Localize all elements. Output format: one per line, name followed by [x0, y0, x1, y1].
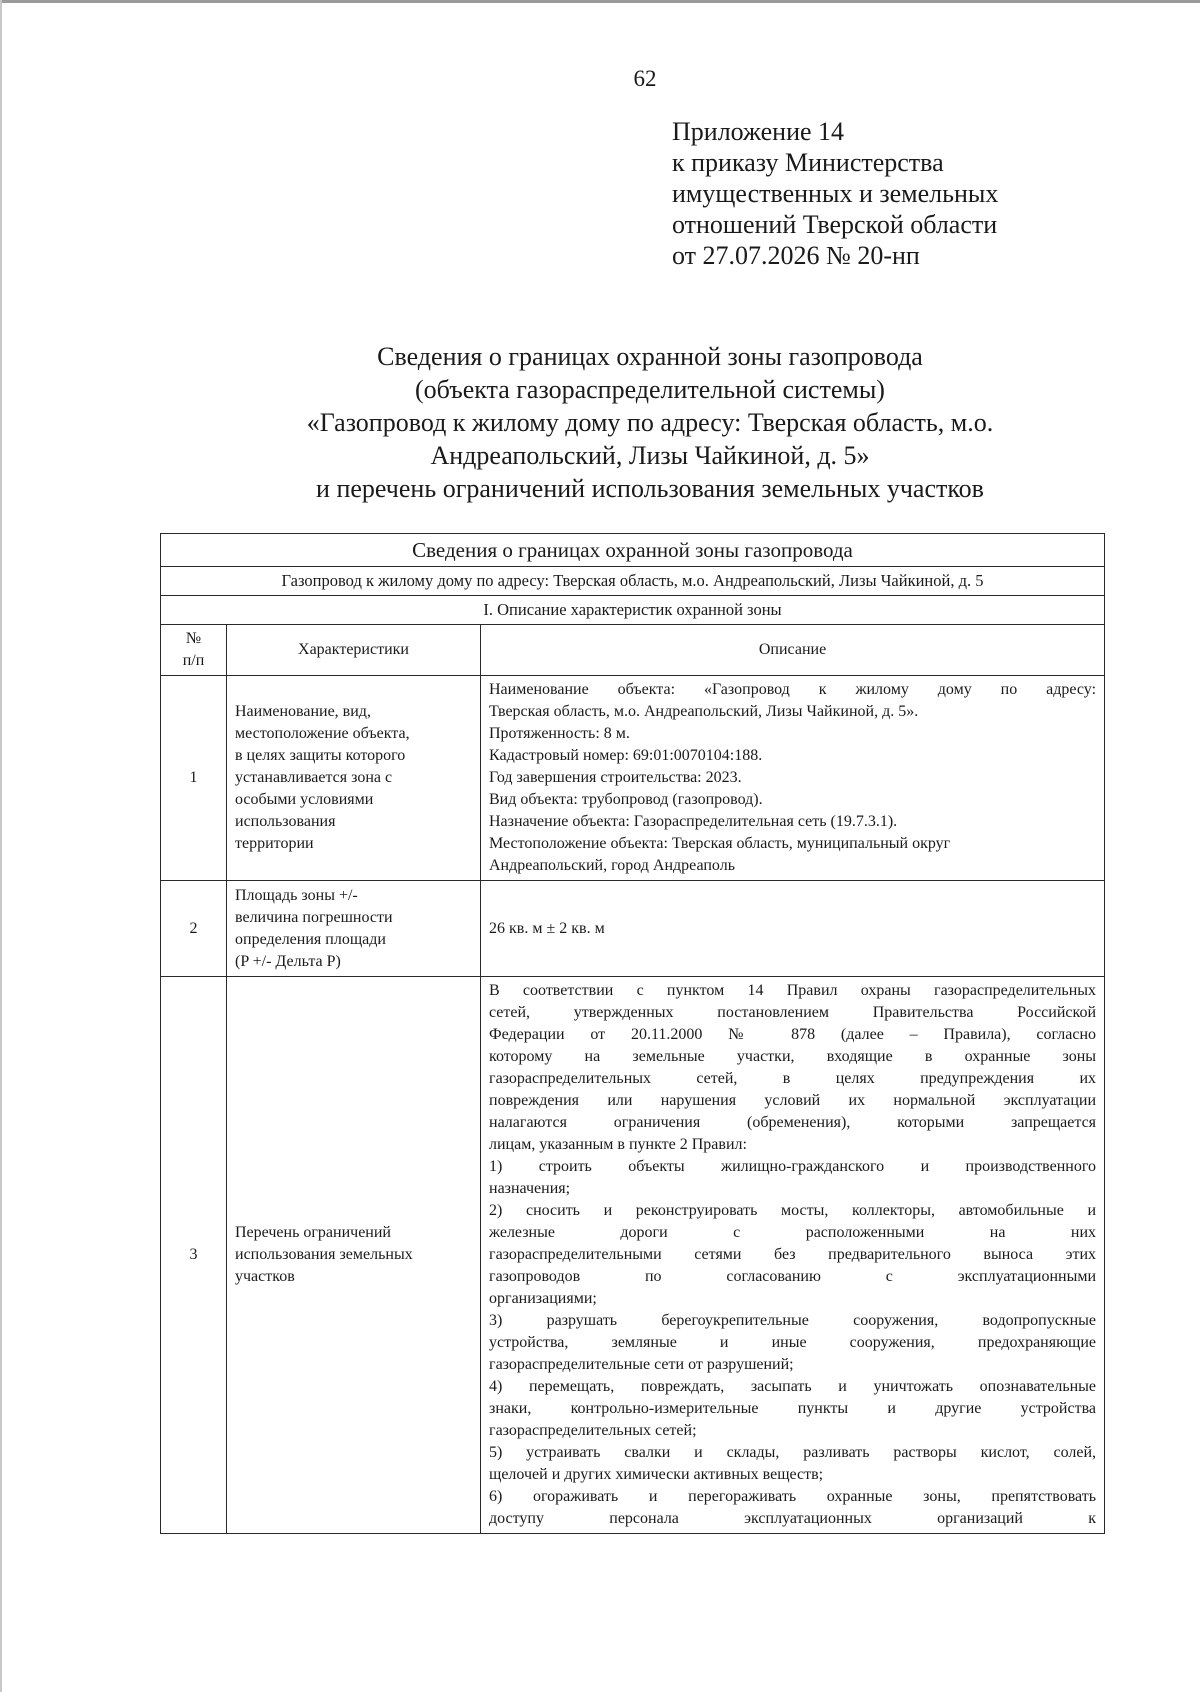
appendix-line: имущественных и земельных: [672, 179, 999, 208]
row-number: 2: [161, 881, 227, 977]
title-line: (объекта газораспределительной системы): [415, 375, 885, 404]
table-header-object: Газопровод к жилому дому по адресу: Тверская область, м.о. Андреапольский, Лизы Чайкиной, д. 5: [161, 567, 1105, 596]
row-number: 3: [161, 977, 227, 1534]
table-row: [161, 977, 1105, 1534]
title-line: Сведения о границах охранной зоны газопровода: [377, 342, 923, 371]
row-characteristic: Площадь зоны +/- величина погрешности определения площади (P +/- Дельта P): [227, 881, 481, 977]
column-header-number: № п/п: [161, 625, 227, 676]
appendix-block: [672, 116, 998, 271]
appendix-line: от 27.07.2026 № 20-нп: [672, 241, 920, 270]
column-header-characteristics: Характеристики: [227, 625, 481, 676]
title-line: Андреапольский, Лизы Чайкиной, д. 5»: [430, 441, 870, 470]
table-row: [161, 676, 1105, 881]
title-line: и перечень ограничений использования земельных участков: [316, 474, 984, 503]
column-header-description: Описание: [481, 625, 1105, 676]
appendix-line: к приказу Министерства: [672, 148, 944, 177]
scan-edge-left: [0, 0, 2, 1692]
zone-info-table: [160, 533, 1105, 1534]
appendix-line: отношений Тверской области: [672, 210, 998, 239]
page-number: 62: [633, 66, 657, 91]
table-header-section: I. Описание характеристик охранной зоны: [161, 596, 1105, 625]
appendix-line: Приложение 14: [672, 117, 845, 146]
document-title: [150, 340, 1150, 505]
table-header-main: Сведения о границах охранной зоны газопровода: [161, 534, 1105, 567]
row-number: 1: [161, 676, 227, 881]
scan-edge-top: [0, 0, 1200, 3]
title-line: «Газопровод к жилому дому по адресу: Тверская область, м.о.: [306, 408, 994, 437]
row-description: 26 кв. м ± 2 кв. м: [481, 881, 1105, 977]
row-characteristic: Наименование, вид, местоположение объекта, в целях защиты которого устанавливается зона с особыми условиями использования территории: [227, 676, 481, 881]
table-row: [161, 881, 1105, 977]
row-description: Наименование объекта: «Газопровод к жилому дому по адресу: Тверская область, м.о. Андреапольский, Лизы Чайкиной, д. 5». Протяженность: 8 м. Кадастровый номер: 69:01:0070104:188. Год завершения строительства: 2023. Вид объекта: трубопровод (газопровод). Назначение объекта: Газораспределительная сеть (19.7.3.1). Местоположение объекта: Тверская область, муниципальный округ Андреапольский, город Андреаполь: [481, 676, 1105, 881]
row-characteristic: Перечень ограничений использования земельных участков: [227, 977, 481, 1534]
row-description: В соответствии с пунктом 14 Правил охраны газораспределительных сетей, утвержденных постановлением Правительства Российской Федерации от 20.11.2000 № 878 (далее – Правила), согласно которому на земельные участки, входящие в охранные зоны газораспределительных сетей, в целях предупреждения их повреждения или нарушения условий их нормальной эксплуатации налагаются ограничения (обременения), которыми запрещается лицам, указанным в пункте 2 Правил: 1) строить объекты жилищно-гражданского и производственного назначения; 2) сносить и реконструировать мосты, коллекторы, автомобильные и железные дороги с расположенными на них газораспределительными сетями без предварительного выноса этих газопроводов по согласованию с эксплуатационными организациями; 3) разрушать берегоукрепительные сооружения, водопропускные устройства, земляные и иные сооружения, предохраняющие газораспределительные сети от разрушений; 4) перемещать, повреждать, засыпать и уничтожать опознавательные знаки, контрольно-измерительные пункты и другие устройства газораспределительных сетей; 5) устраивать свалки и склады, разливать растворы кислот, солей, щелочей и других химически активных веществ; 6) огораживать и перегораживать охранные зоны, препятствовать доступу персонала эксплуатационных организаций к: [481, 977, 1105, 1534]
